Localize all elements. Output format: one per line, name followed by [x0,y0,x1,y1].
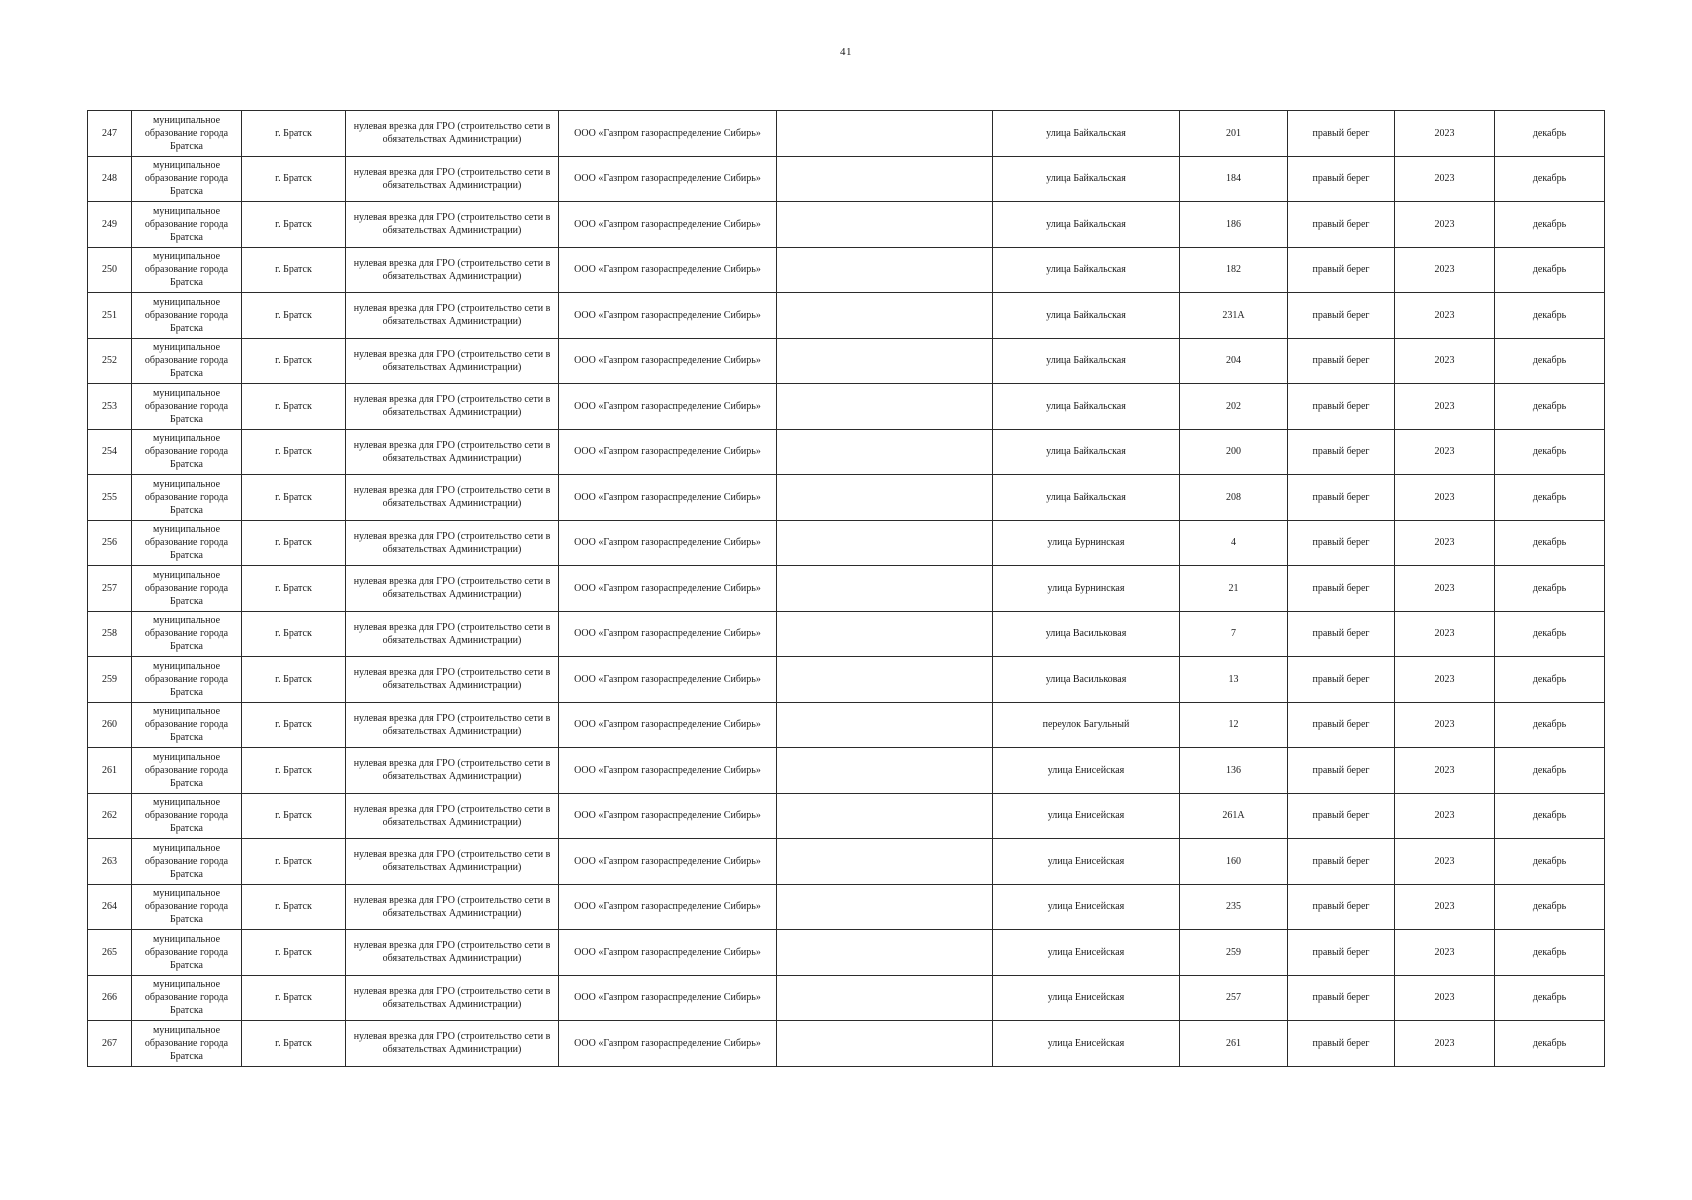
empty-cell [777,566,993,612]
empty-cell [777,429,993,475]
river-bank-cell: правый берег [1288,611,1395,657]
river-bank-cell: правый берег [1288,657,1395,703]
month-cell: декабрь [1495,748,1605,794]
river-bank-cell: правый берег [1288,111,1395,157]
municipality-cell: муниципальное образование города Братска [132,475,242,521]
city-cell: г. Братск [242,566,346,612]
month-cell: декабрь [1495,793,1605,839]
year-cell: 2023 [1395,247,1495,293]
table-row [88,520,1605,566]
empty-cell [777,793,993,839]
house-number-cell: 257 [1180,975,1288,1021]
table-row [88,1021,1605,1067]
purpose-cell: нулевая врезка для ГРО (строительство сети в обязательствах Администрации) [346,202,559,248]
empty-cell [777,520,993,566]
house-number-cell: 136 [1180,748,1288,794]
purpose-cell: нулевая врезка для ГРО (строительство сети в обязательствах Администрации) [346,338,559,384]
year-cell: 2023 [1395,975,1495,1021]
table-row [88,566,1605,612]
row-number-cell: 249 [88,202,132,248]
empty-cell [777,839,993,885]
street-cell: улица Байкальская [993,384,1180,430]
month-cell: декабрь [1495,884,1605,930]
river-bank-cell: правый берег [1288,930,1395,976]
table-row [88,839,1605,885]
purpose-cell: нулевая врезка для ГРО (строительство сети в обязательствах Администрации) [346,611,559,657]
empty-cell [777,293,993,339]
street-cell: улица Енисейская [993,884,1180,930]
row-number-cell: 252 [88,338,132,384]
table-row [88,702,1605,748]
table-row [88,384,1605,430]
empty-cell [777,156,993,202]
organization-cell: ООО «Газпром газораспределение Сибирь» [559,247,777,293]
table-row [88,202,1605,248]
purpose-cell: нулевая врезка для ГРО (строительство сети в обязательствах Администрации) [346,1021,559,1067]
municipality-cell: муниципальное образование города Братска [132,884,242,930]
year-cell: 2023 [1395,702,1495,748]
municipality-cell: муниципальное образование города Братска [132,748,242,794]
street-cell: улица Байкальская [993,156,1180,202]
house-number-cell: 7 [1180,611,1288,657]
empty-cell [777,247,993,293]
city-cell: г. Братск [242,930,346,976]
row-number-cell: 266 [88,975,132,1021]
row-number-cell: 253 [88,384,132,430]
street-cell: улица Байкальская [993,475,1180,521]
empty-cell [777,384,993,430]
city-cell: г. Братск [242,429,346,475]
month-cell: декабрь [1495,839,1605,885]
registry-table [87,110,1605,1067]
city-cell: г. Братск [242,839,346,885]
municipality-cell: муниципальное образование города Братска [132,975,242,1021]
house-number-cell: 12 [1180,702,1288,748]
municipality-cell: муниципальное образование города Братска [132,293,242,339]
table-row [88,748,1605,794]
month-cell: декабрь [1495,475,1605,521]
table-row [88,884,1605,930]
year-cell: 2023 [1395,748,1495,794]
river-bank-cell: правый берег [1288,975,1395,1021]
municipality-cell: муниципальное образование города Братска [132,247,242,293]
table-row [88,611,1605,657]
municipality-cell: муниципальное образование города Братска [132,1021,242,1067]
organization-cell: ООО «Газпром газораспределение Сибирь» [559,475,777,521]
table-row [88,156,1605,202]
city-cell: г. Братск [242,338,346,384]
row-number-cell: 257 [88,566,132,612]
year-cell: 2023 [1395,930,1495,976]
house-number-cell: 261А [1180,793,1288,839]
empty-cell [777,475,993,521]
organization-cell: ООО «Газпром газораспределение Сибирь» [559,975,777,1021]
river-bank-cell: правый берег [1288,566,1395,612]
city-cell: г. Братск [242,702,346,748]
house-number-cell: 261 [1180,1021,1288,1067]
month-cell: декабрь [1495,111,1605,157]
house-number-cell: 231А [1180,293,1288,339]
street-cell: улица Енисейская [993,793,1180,839]
row-number-cell: 262 [88,793,132,839]
street-cell: переулок Багульный [993,702,1180,748]
organization-cell: ООО «Газпром газораспределение Сибирь» [559,338,777,384]
empty-cell [777,930,993,976]
city-cell: г. Братск [242,202,346,248]
table-row [88,429,1605,475]
month-cell: декабрь [1495,1021,1605,1067]
month-cell: декабрь [1495,611,1605,657]
empty-cell [777,657,993,703]
municipality-cell: муниципальное образование города Братска [132,520,242,566]
municipality-cell: муниципальное образование города Братска [132,566,242,612]
river-bank-cell: правый берег [1288,748,1395,794]
table-row [88,475,1605,521]
house-number-cell: 182 [1180,247,1288,293]
table-row [88,657,1605,703]
house-number-cell: 201 [1180,111,1288,157]
row-number-cell: 248 [88,156,132,202]
organization-cell: ООО «Газпром газораспределение Сибирь» [559,884,777,930]
month-cell: декабрь [1495,247,1605,293]
river-bank-cell: правый берег [1288,475,1395,521]
table-row [88,293,1605,339]
purpose-cell: нулевая врезка для ГРО (строительство сети в обязательствах Администрации) [346,975,559,1021]
city-cell: г. Братск [242,384,346,430]
row-number-cell: 258 [88,611,132,657]
row-number-cell: 255 [88,475,132,521]
street-cell: улица Бурнинская [993,566,1180,612]
organization-cell: ООО «Газпром газораспределение Сибирь» [559,202,777,248]
organization-cell: ООО «Газпром газораспределение Сибирь» [559,930,777,976]
street-cell: улица Байкальская [993,202,1180,248]
year-cell: 2023 [1395,384,1495,430]
house-number-cell: 184 [1180,156,1288,202]
row-number-cell: 263 [88,839,132,885]
city-cell: г. Братск [242,475,346,521]
organization-cell: ООО «Газпром газораспределение Сибирь» [559,793,777,839]
purpose-cell: нулевая врезка для ГРО (строительство сети в обязательствах Администрации) [346,475,559,521]
house-number-cell: 202 [1180,384,1288,430]
table-row [88,111,1605,157]
river-bank-cell: правый берег [1288,520,1395,566]
organization-cell: ООО «Газпром газораспределение Сибирь» [559,156,777,202]
year-cell: 2023 [1395,520,1495,566]
row-number-cell: 260 [88,702,132,748]
purpose-cell: нулевая врезка для ГРО (строительство сети в обязательствах Администрации) [346,429,559,475]
street-cell: улица Енисейская [993,839,1180,885]
street-cell: улица Байкальская [993,338,1180,384]
purpose-cell: нулевая врезка для ГРО (строительство сети в обязательствах Администрации) [346,156,559,202]
municipality-cell: муниципальное образование города Братска [132,702,242,748]
row-number-cell: 256 [88,520,132,566]
street-cell: улица Бурнинская [993,520,1180,566]
empty-cell [777,702,993,748]
street-cell: улица Васильковая [993,657,1180,703]
month-cell: декабрь [1495,520,1605,566]
month-cell: декабрь [1495,566,1605,612]
organization-cell: ООО «Газпром газораспределение Сибирь» [559,384,777,430]
empty-cell [777,111,993,157]
row-number-cell: 250 [88,247,132,293]
table-row [88,793,1605,839]
month-cell: декабрь [1495,293,1605,339]
table-row [88,975,1605,1021]
house-number-cell: 21 [1180,566,1288,612]
row-number-cell: 247 [88,111,132,157]
purpose-cell: нулевая врезка для ГРО (строительство сети в обязательствах Администрации) [346,520,559,566]
month-cell: декабрь [1495,930,1605,976]
river-bank-cell: правый берег [1288,338,1395,384]
purpose-cell: нулевая врезка для ГРО (строительство сети в обязательствах Администрации) [346,839,559,885]
row-number-cell: 264 [88,884,132,930]
page-number: 41 [840,46,852,58]
city-cell: г. Братск [242,1021,346,1067]
month-cell: декабрь [1495,384,1605,430]
year-cell: 2023 [1395,475,1495,521]
purpose-cell: нулевая врезка для ГРО (строительство сети в обязательствах Администрации) [346,748,559,794]
organization-cell: ООО «Газпром газораспределение Сибирь» [559,293,777,339]
year-cell: 2023 [1395,429,1495,475]
municipality-cell: муниципальное образование города Братска [132,156,242,202]
municipality-cell: муниципальное образование города Братска [132,611,242,657]
purpose-cell: нулевая врезка для ГРО (строительство сети в обязательствах Администрации) [346,293,559,339]
street-cell: улица Васильковая [993,611,1180,657]
organization-cell: ООО «Газпром газораспределение Сибирь» [559,702,777,748]
row-number-cell: 251 [88,293,132,339]
river-bank-cell: правый берег [1288,156,1395,202]
river-bank-cell: правый берег [1288,247,1395,293]
house-number-cell: 235 [1180,884,1288,930]
city-cell: г. Братск [242,247,346,293]
municipality-cell: муниципальное образование города Братска [132,202,242,248]
river-bank-cell: правый берег [1288,793,1395,839]
month-cell: декабрь [1495,975,1605,1021]
year-cell: 2023 [1395,611,1495,657]
river-bank-cell: правый берег [1288,429,1395,475]
year-cell: 2023 [1395,657,1495,703]
year-cell: 2023 [1395,793,1495,839]
house-number-cell: 200 [1180,429,1288,475]
organization-cell: ООО «Газпром газораспределение Сибирь» [559,839,777,885]
city-cell: г. Братск [242,748,346,794]
municipality-cell: муниципальное образование города Братска [132,429,242,475]
organization-cell: ООО «Газпром газораспределение Сибирь» [559,429,777,475]
organization-cell: ООО «Газпром газораспределение Сибирь» [559,1021,777,1067]
purpose-cell: нулевая врезка для ГРО (строительство сети в обязательствах Администрации) [346,930,559,976]
table-row [88,930,1605,976]
purpose-cell: нулевая врезка для ГРО (строительство сети в обязательствах Администрации) [346,384,559,430]
purpose-cell: нулевая врезка для ГРО (строительство сети в обязательствах Администрации) [346,793,559,839]
river-bank-cell: правый берег [1288,839,1395,885]
river-bank-cell: правый берег [1288,293,1395,339]
house-number-cell: 186 [1180,202,1288,248]
city-cell: г. Братск [242,975,346,1021]
city-cell: г. Братск [242,793,346,839]
municipality-cell: муниципальное образование города Братска [132,930,242,976]
purpose-cell: нулевая врезка для ГРО (строительство сети в обязательствах Администрации) [346,111,559,157]
municipality-cell: муниципальное образование города Братска [132,384,242,430]
empty-cell [777,884,993,930]
month-cell: декабрь [1495,702,1605,748]
table-row [88,338,1605,384]
city-cell: г. Братск [242,111,346,157]
year-cell: 2023 [1395,1021,1495,1067]
city-cell: г. Братск [242,657,346,703]
year-cell: 2023 [1395,293,1495,339]
month-cell: декабрь [1495,156,1605,202]
municipality-cell: муниципальное образование города Братска [132,839,242,885]
municipality-cell: муниципальное образование города Братска [132,111,242,157]
row-number-cell: 259 [88,657,132,703]
row-number-cell: 267 [88,1021,132,1067]
street-cell: улица Байкальская [993,247,1180,293]
organization-cell: ООО «Газпром газораспределение Сибирь» [559,748,777,794]
house-number-cell: 204 [1180,338,1288,384]
purpose-cell: нулевая врезка для ГРО (строительство сети в обязательствах Администрации) [346,657,559,703]
organization-cell: ООО «Газпром газораспределение Сибирь» [559,611,777,657]
house-number-cell: 4 [1180,520,1288,566]
row-number-cell: 254 [88,429,132,475]
year-cell: 2023 [1395,338,1495,384]
city-cell: г. Братск [242,156,346,202]
municipality-cell: муниципальное образование города Братска [132,338,242,384]
year-cell: 2023 [1395,839,1495,885]
street-cell: улица Байкальская [993,111,1180,157]
city-cell: г. Братск [242,520,346,566]
year-cell: 2023 [1395,202,1495,248]
organization-cell: ООО «Газпром газораспределение Сибирь» [559,566,777,612]
purpose-cell: нулевая врезка для ГРО (строительство сети в обязательствах Администрации) [346,247,559,293]
river-bank-cell: правый берег [1288,702,1395,748]
year-cell: 2023 [1395,111,1495,157]
purpose-cell: нулевая врезка для ГРО (строительство сети в обязательствах Администрации) [346,566,559,612]
empty-cell [777,202,993,248]
river-bank-cell: правый берег [1288,884,1395,930]
city-cell: г. Братск [242,611,346,657]
house-number-cell: 259 [1180,930,1288,976]
empty-cell [777,975,993,1021]
house-number-cell: 208 [1180,475,1288,521]
month-cell: декабрь [1495,429,1605,475]
city-cell: г. Братск [242,884,346,930]
empty-cell [777,611,993,657]
street-cell: улица Байкальская [993,293,1180,339]
house-number-cell: 13 [1180,657,1288,703]
street-cell: улица Енисейская [993,748,1180,794]
street-cell: улица Енисейская [993,930,1180,976]
street-cell: улица Енисейская [993,1021,1180,1067]
table-row [88,247,1605,293]
organization-cell: ООО «Газпром газораспределение Сибирь» [559,657,777,703]
river-bank-cell: правый берег [1288,384,1395,430]
month-cell: декабрь [1495,338,1605,384]
purpose-cell: нулевая врезка для ГРО (строительство сети в обязательствах Администрации) [346,884,559,930]
city-cell: г. Братск [242,293,346,339]
river-bank-cell: правый берег [1288,202,1395,248]
month-cell: декабрь [1495,657,1605,703]
empty-cell [777,748,993,794]
river-bank-cell: правый берег [1288,1021,1395,1067]
house-number-cell: 160 [1180,839,1288,885]
organization-cell: ООО «Газпром газораспределение Сибирь» [559,520,777,566]
municipality-cell: муниципальное образование города Братска [132,657,242,703]
street-cell: улица Байкальская [993,429,1180,475]
municipality-cell: муниципальное образование города Братска [132,793,242,839]
street-cell: улица Енисейская [993,975,1180,1021]
year-cell: 2023 [1395,156,1495,202]
row-number-cell: 265 [88,930,132,976]
registry-table-body [88,111,1605,1067]
empty-cell [777,338,993,384]
row-number-cell: 261 [88,748,132,794]
purpose-cell: нулевая врезка для ГРО (строительство сети в обязательствах Администрации) [346,702,559,748]
year-cell: 2023 [1395,566,1495,612]
month-cell: декабрь [1495,202,1605,248]
year-cell: 2023 [1395,884,1495,930]
organization-cell: ООО «Газпром газораспределение Сибирь» [559,111,777,157]
empty-cell [777,1021,993,1067]
